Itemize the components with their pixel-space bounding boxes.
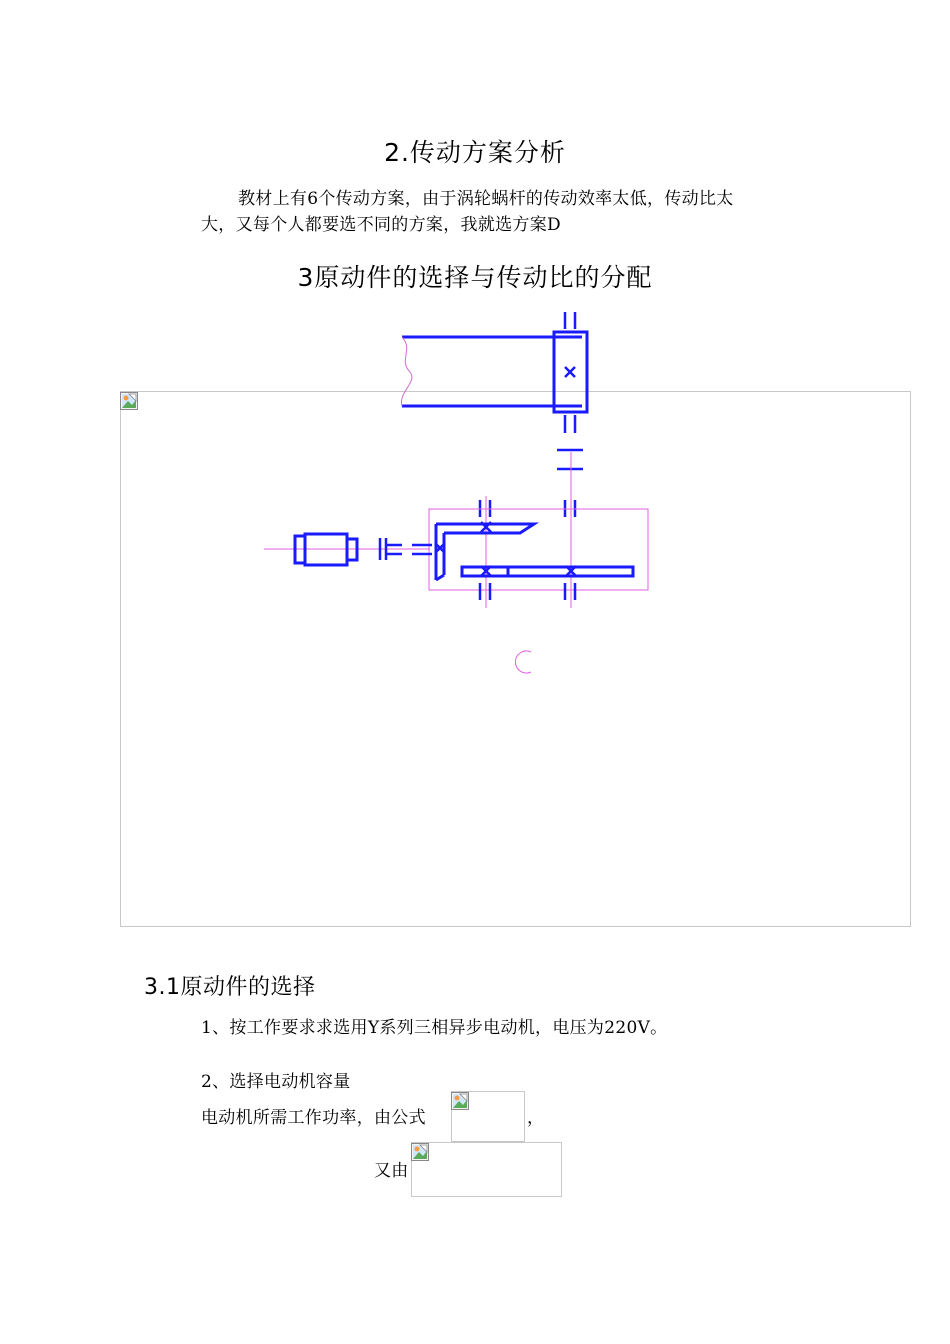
break-line — [401, 337, 411, 406]
power-requirement-text: 电动机所需工作功率，由公式 — [201, 1108, 426, 1128]
drawing-circle-marker — [515, 651, 531, 673]
broken-image-icon — [451, 1092, 469, 1110]
top-bearing — [565, 312, 575, 329]
formula-2-image-frame — [411, 1142, 562, 1197]
section-2-paragraph-line-1: 教材上有6个传动方案，由于涡轮蜗杆的传动效率太低，传动比太 — [238, 189, 734, 209]
also-by-text: 又由 — [374, 1161, 409, 1181]
section-3-1-title: 3.1原动件的选择 — [144, 975, 316, 1000]
section-3-title: 3原动件的选择与传动比的分配 — [297, 263, 653, 292]
section-2-paragraph-line-2: 大，又每个人都要选不同的方案，我就选方案D — [201, 215, 561, 235]
item-1-text: 1、按工作要求求选用Y系列三相异步电动机，电压为220V。 — [201, 1018, 668, 1038]
item-2-text: 2、选择电动机容量 — [201, 1072, 351, 1092]
section-2-title: 2.传动方案分析 — [384, 138, 566, 167]
drum-center-mark — [565, 367, 575, 377]
broken-image-icon — [411, 1143, 429, 1161]
comma-text: ， — [527, 1108, 545, 1128]
bottom-bearings — [480, 583, 575, 600]
shaft-coupling — [557, 450, 583, 469]
drum-lower-bearing — [565, 415, 575, 433]
gearbox-housing-guide — [429, 509, 648, 590]
drum-roller — [402, 332, 587, 412]
